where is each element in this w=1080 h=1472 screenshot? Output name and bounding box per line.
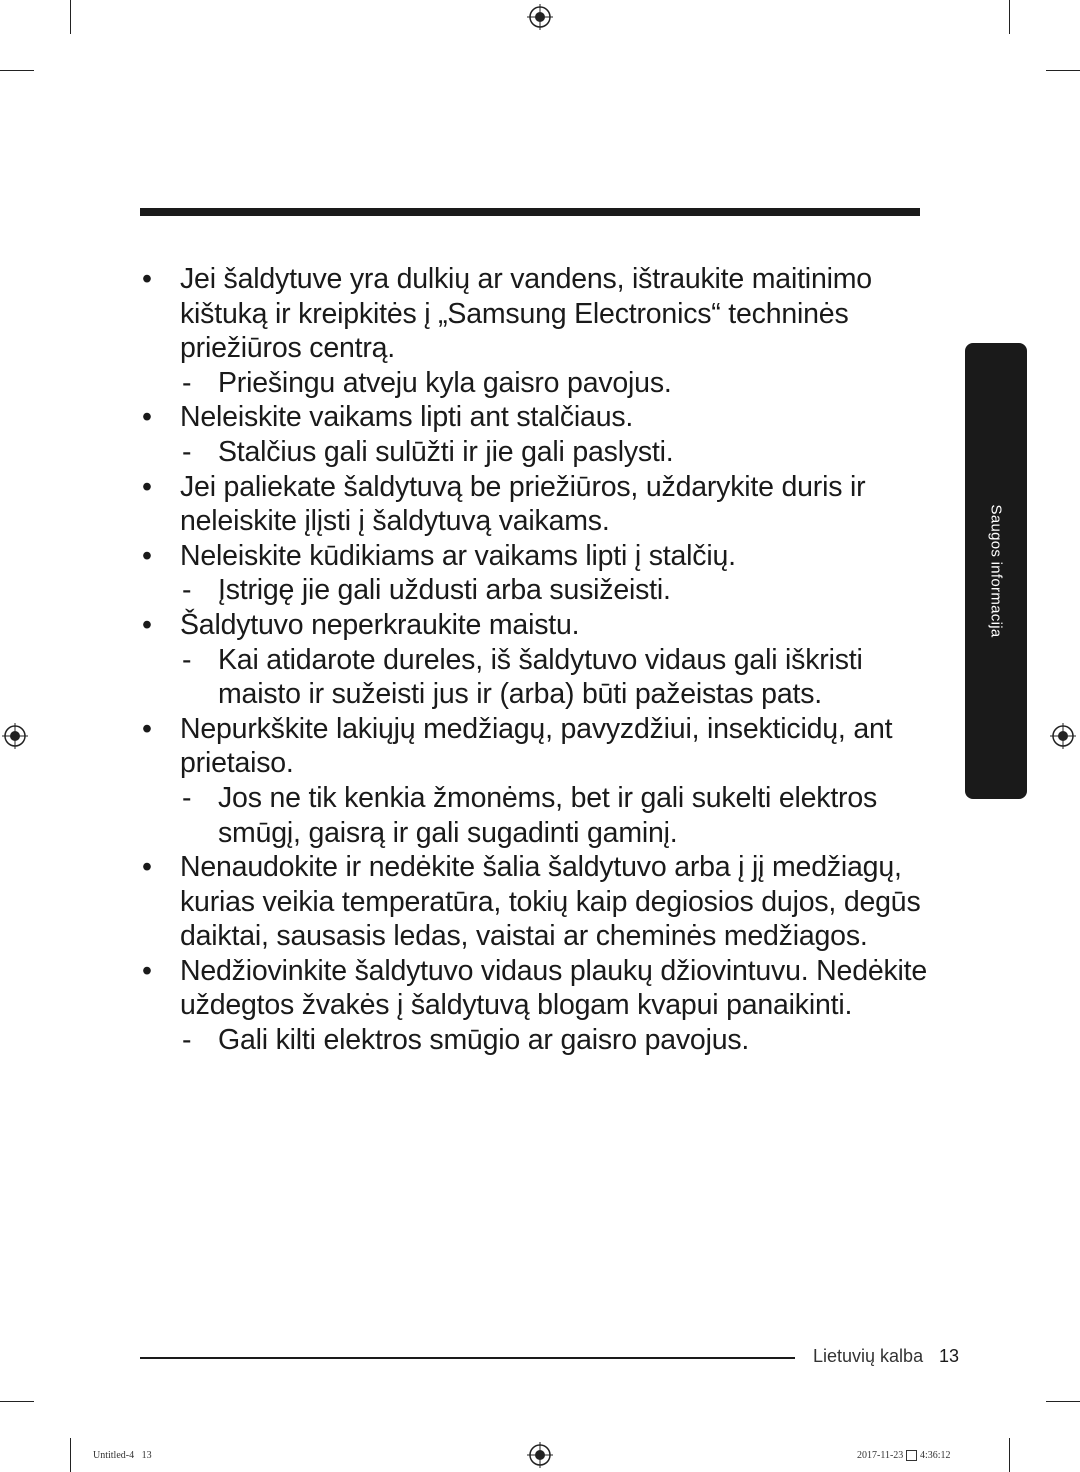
dash-text: Jos ne tik kenkia žmonėms, bet ir gali sukelti elektros smūgį, gaisrą ir gali sugadinti gaminį.: [218, 781, 878, 849]
print-slug-date: 2017-11-23: [857, 1450, 904, 1461]
section-side-tab: [965, 343, 1027, 799]
bullet-marker: •: [142, 263, 152, 295]
crop-mark: [70, 1438, 71, 1472]
bullet-marker: •: [142, 608, 152, 641]
dash-text: Kai atidarote dureles, iš šaldytuvo vidaus gali iškristi maisto ir sužeisti jus ir (arba) būti pažeistas pats.: [218, 643, 863, 711]
dash-text: Stalčius gali sulūžti ir jie gali paslysti.: [218, 435, 674, 468]
dash-item: [140, 366, 930, 401]
bullet-text: Nepurkškite lakiųjų medžiagų, pavyzdžiui, insekticidų, ant prietaiso.: [180, 712, 893, 780]
bullet-item: [140, 400, 930, 435]
dash-item: [140, 781, 930, 850]
crop-mark: [1009, 1438, 1010, 1472]
bullet-text: Jei šaldytuve yra dulkių ar vandens, ištraukite maitinimo kištuką ir kreipkitės į „Samsung Electronics“ techninės priežiūros centrą.: [180, 263, 872, 365]
crop-mark: [0, 70, 34, 71]
bullet-text: Neleiskite kūdikiams ar vaikams lipti į stalčių.: [180, 539, 736, 572]
registration-mark-icon: [527, 4, 553, 30]
bullet-item: [140, 954, 930, 1023]
dash-marker: -: [182, 574, 192, 607]
bullet-text: Nedžiovinkite šaldytuvo vidaus plaukų džiovintuvu. Nedėkite uždegtos žvakės į šaldytuvą blogam kvapui panaikinti.: [180, 954, 928, 1022]
registration-mark-icon: [1050, 723, 1076, 749]
dash-marker: -: [182, 643, 192, 676]
crop-mark: [1009, 0, 1010, 34]
dash-marker: -: [182, 366, 192, 399]
bullet-item: [140, 712, 930, 781]
dash-marker: -: [182, 435, 192, 468]
registration-mark-icon: [527, 1442, 553, 1468]
bullet-text: Neleiskite vaikams lipti ant stalčiaus.: [180, 401, 634, 434]
bullet-marker: •: [142, 954, 152, 987]
bullet-item: [140, 262, 930, 366]
bullet-marker: •: [142, 851, 152, 884]
footer-rule: [140, 1357, 795, 1359]
footer-language: Lietuvių kalba: [813, 1346, 924, 1366]
dash-text: Gali kilti elektros smūgio ar gaisro pavojus.: [218, 1024, 750, 1057]
bullet-text: Šaldytuvo neperkraukite maistu.: [180, 608, 580, 641]
crop-mark: [70, 0, 71, 34]
dash-item: [140, 1023, 930, 1058]
bullet-marker: •: [142, 712, 152, 745]
page-number: 13: [939, 1346, 960, 1366]
dash-item: [140, 573, 930, 608]
registration-mark-icon: [2, 723, 28, 749]
bullet-item: [140, 470, 930, 539]
print-slug-file: Untitled-4 13: [93, 1450, 152, 1461]
bullet-item: [140, 539, 930, 574]
bullet-text: Jei paliekate šaldytuvą be priežiūros, uždarykite duris ir neleiskite įlįsti į šaldytuvą vaikams.: [180, 470, 866, 538]
bullet-marker: •: [142, 401, 152, 434]
dash-marker: -: [182, 1024, 192, 1057]
dash-item: [140, 643, 930, 712]
dash-text: Priešingu atveju kyla gaisro pavojus.: [218, 366, 672, 399]
dash-item: [140, 435, 930, 470]
section-top-rule: [140, 208, 920, 216]
bullet-text: Nenaudokite ir nedėkite šalia šaldytuvo arba į jį medžiagų, kurias veikia temperatūra, tokių kaip degiosios dujos, degūs daiktai, sausasis ledas, vaistai ar cheminės medžiagos.: [180, 851, 921, 953]
section-tab-label: Saugos informacija: [987, 504, 1005, 638]
crop-mark: [1046, 1401, 1080, 1402]
bullet-item: [140, 608, 930, 643]
crop-mark: [1046, 70, 1080, 71]
crop-mark: [0, 1401, 34, 1402]
bullet-marker: •: [142, 539, 152, 572]
dash-text: Įstrigę jie gali uždusti arba susižeisti.: [218, 574, 671, 607]
print-slug-box-icon: [906, 1450, 917, 1461]
bullet-marker: •: [142, 470, 152, 503]
bullet-item: [140, 850, 930, 954]
print-slug-time: 4:36:12: [920, 1450, 951, 1461]
safety-instructions-list: [140, 262, 930, 1058]
dash-marker: -: [182, 781, 192, 814]
